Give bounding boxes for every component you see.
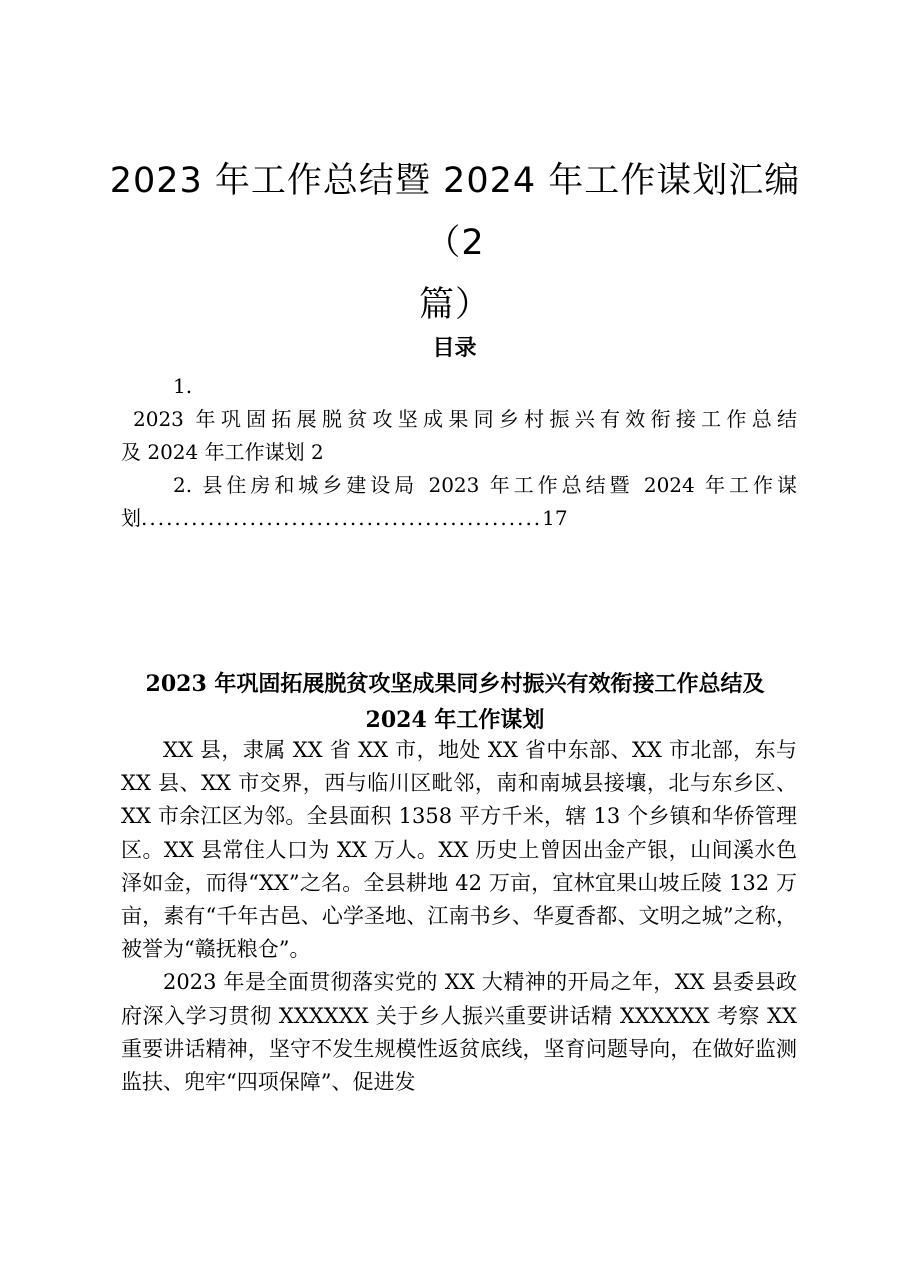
- toc-item-2-text: 划: [121, 506, 141, 530]
- article-title-line-2: 2024 年工作谋划: [365, 707, 545, 733]
- toc-item-1-number[interactable]: 1.: [173, 374, 193, 398]
- article-body: [121, 734, 797, 1099]
- table-of-contents: [121, 370, 797, 535]
- toc-leader-dots: ................................................: [141, 506, 543, 530]
- document-title-line-2: 篇）: [418, 285, 491, 325]
- article-paragraph-2: 2023 年是全面贯彻落实党的 XX 大精神的开局之年，XX 县委县政府深入学习贯彻 XXXXXX 关于乡人振兴重要讲话精 XXXXXX 考察 XX 重要讲话精神，坚守不发生规模性返贫底线，坚育问题导向，在做好监测监扶、兜牢“四项保障”、促进发: [121, 970, 797, 1095]
- article-title: [100, 666, 810, 738]
- document-title-line-1: 2023 年工作总结暨 2024 年工作谋划汇编（2: [109, 161, 801, 263]
- document-title: [100, 150, 810, 336]
- toc-item-2-line-2[interactable]: [121, 502, 797, 535]
- toc-item-1-line-2[interactable]: 及 2024 年工作谋划 2: [121, 440, 324, 464]
- toc-item-2-page: 17: [542, 506, 568, 530]
- toc-heading: 目录: [432, 335, 477, 361]
- article-paragraph-1: XX 县，隶属 XX 省 XX 市，地处 XX 省中东部、XX 市北部，东与 XX 县、XX 市交界，西与临川区毗邻，南和南城县接壤，北与东乡区、XX 市余江区为邻。全县面积 1358 平方千米，辖 13 个乡镇和华侨管理区。XX 县常住人口为 XX 万人。XX 历史上曾因出金产银，山间溪水色泽如金，而得“XX”之名。全县耕地 42 万亩，宜林宜果山坡丘陵 132 万亩，素有“千年古邑、心学圣地、江南书乡、华夏香都、文明之城”之称，被誉为“赣抚粮仓”。: [121, 738, 797, 962]
- toc-item-2-line-1[interactable]: 2. 县住房和城乡建设局 2023 年工作总结暨 2024 年工作谋: [173, 473, 797, 497]
- toc-item-1-line-1[interactable]: 2023 年巩固拓展脱贫攻坚成果同乡村振兴有效衔接工作总结: [133, 407, 797, 431]
- article-title-line-1: 2023 年巩固拓展脱贫攻坚成果同乡村振兴有效衔接工作总结及: [145, 671, 765, 697]
